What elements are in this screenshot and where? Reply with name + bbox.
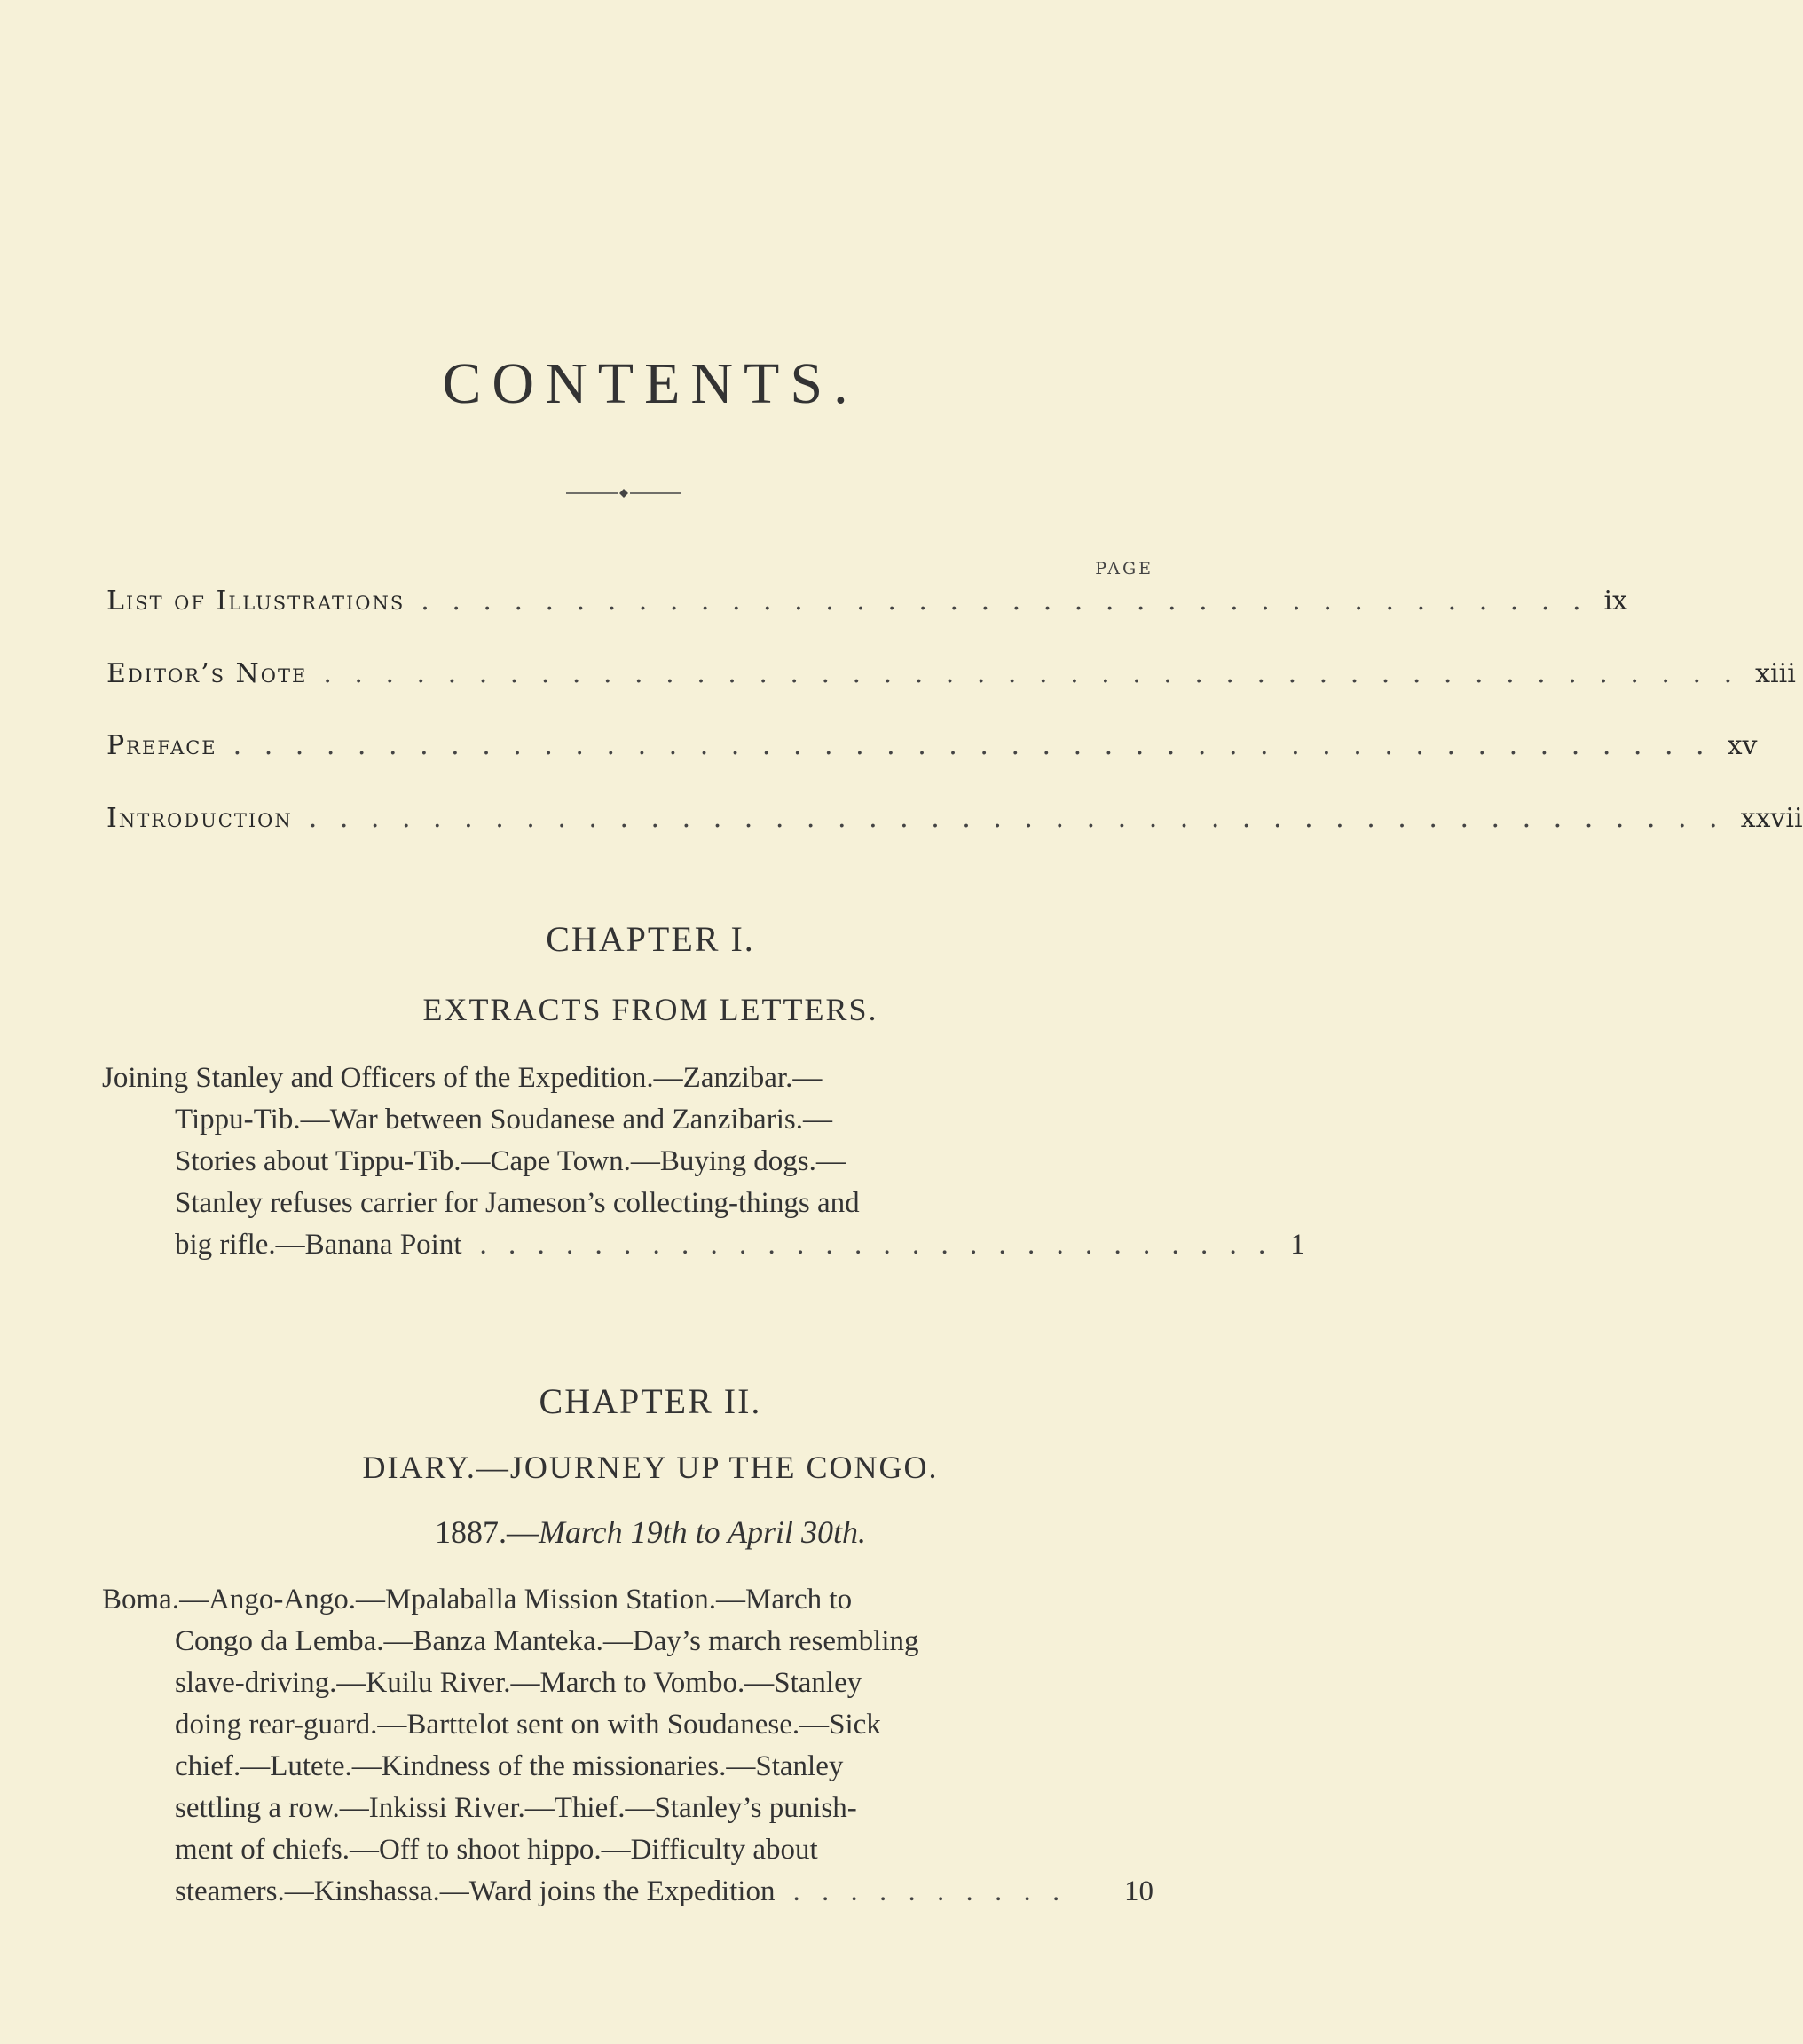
chapter-2-date	[0, 1513, 1301, 1551]
toc-entry-list-of-illustrations[interactable]	[106, 586, 1627, 625]
toc-entry-page: ix	[1603, 586, 1627, 617]
summary-line: Tippu-Tib.—War between Soudanese and Zanzibaris.—	[175, 1104, 832, 1136]
page-title: CONTENTS.	[442, 351, 859, 416]
toc-entry-introduction[interactable]	[106, 803, 1803, 842]
dot-leader: . . . . . . . . . . . . . . . . . . . . . . . . . . . .	[479, 1229, 1273, 1261]
summary-line: Boma.—Ango-Ango.—Mpalaballa Mission Station.—March to	[102, 1584, 853, 1616]
page-column-label: PAGE	[1095, 559, 1153, 578]
summary-line: big rifle.—Banana Point . . . . . . . . . . . . . . . . . . . . . . . . . . . . 1	[102, 1224, 1153, 1266]
toc-entry-preface[interactable]	[106, 730, 1758, 769]
divider-ornament-icon	[566, 488, 681, 499]
summary-line: steamers.—Kinshassa.—Ward joins the Expedition . . . . . . . . . . 10	[102, 1871, 1153, 1913]
dot-leader: . . . . . . . . . . . . . . . . . . . . . . . . . . . . . . . . . . . . . . . . . . . . . .	[323, 658, 1740, 689]
dot-leader: . . . . . . . . . . . . . . . . . . . . . . . . . . . . . . . . . . . . . . . . . . . . . . . .	[232, 730, 1712, 761]
toc-entry-label: List of Illustrations	[106, 586, 405, 617]
chapter-1-subtitle: EXTRACTS FROM LETTERS.	[422, 992, 878, 1027]
summary-line: Stanley refuses carrier for Jameson’s collecting-things and	[175, 1187, 860, 1219]
chapter-1-heading: CHAPTER I.	[546, 919, 755, 959]
dot-leader: . . . . . . . . . . . . . . . . . . . . . . . . . . . . . . . . . . . . . . . . . . . . . .	[308, 803, 1725, 834]
toc-entry-label: Preface	[106, 730, 217, 761]
toc-entry-editors-note[interactable]	[106, 658, 1796, 697]
dot-leader: . . . . . . . . . .	[792, 1875, 1067, 1907]
toc-entry-page: xv	[1727, 730, 1758, 761]
summary-line: settling a row.—Inkissi River.—Thief.—Stanley’s punish-	[175, 1792, 857, 1824]
toc-entry-page: xxvii	[1740, 803, 1803, 834]
summary-line: ment of chiefs.—Off to shoot hippo.—Difficulty about	[175, 1834, 818, 1866]
summary-line: chief.—Lutete.—Kindness of the missionaries.—Stanley	[175, 1750, 844, 1782]
toc-entry-page: xiii	[1755, 658, 1796, 689]
summary-line: Joining Stanley and Officers of the Expedition.—Zanzibar.—	[102, 1062, 823, 1094]
chapter-2-subtitle: DIARY.—JOURNEY UP THE CONGO.	[362, 1450, 939, 1485]
chapter-2-summary[interactable]	[102, 1579, 1153, 1913]
chapter-2-heading: CHAPTER II.	[539, 1381, 762, 1421]
toc-entry-label: Introduction	[106, 803, 293, 834]
chapter-1-page: 1	[1290, 1229, 1305, 1261]
dot-leader: . . . . . . . . . . . . . . . . . . . . . . . . . . . . . . . . . . . . . .	[421, 586, 1588, 617]
date-range: March 19th to April 30th.	[539, 1514, 866, 1550]
chapter-2-page: 10	[1124, 1875, 1153, 1907]
date-prefix: 1887.—	[435, 1514, 539, 1550]
chapter-1-summary[interactable]	[102, 1057, 1305, 1266]
summary-line: Congo da Lemba.—Banza Manteka.—Day’s march resembling	[175, 1625, 919, 1657]
summary-line: slave-driving.—Kuilu River.—March to Vombo.—Stanley	[175, 1667, 862, 1699]
summary-line: doing rear-guard.—Barttelot sent on with Soudanese.—Sick	[175, 1709, 881, 1741]
toc-entry-label: Editor’s Note	[106, 658, 308, 689]
summary-line: Stories about Tippu-Tib.—Cape Town.—Buying dogs.—	[175, 1145, 846, 1177]
